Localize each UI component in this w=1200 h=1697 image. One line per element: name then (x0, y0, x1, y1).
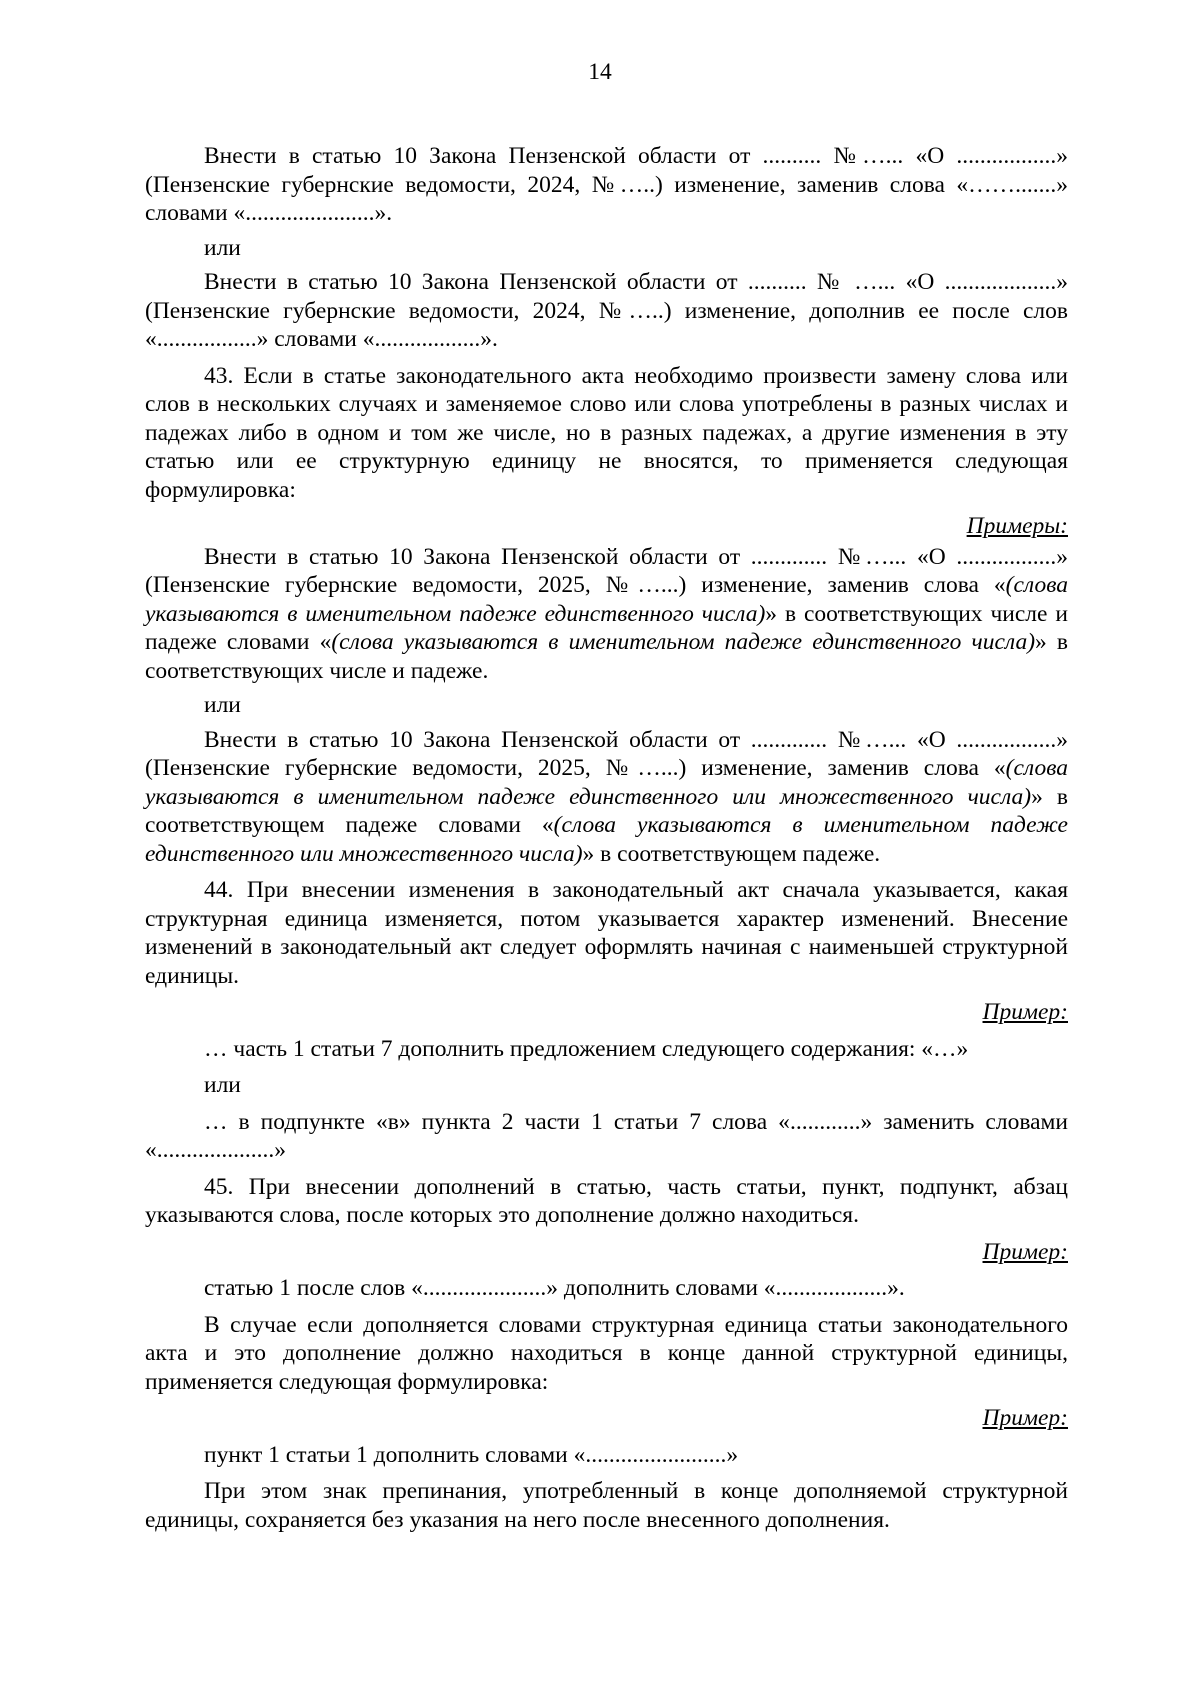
or-separator: или (204, 692, 241, 718)
example-44-subpoint: … в подпункте «в» пункта 2 части 1 статьи 7 слова «............» заменить словами «....................» (145, 1108, 1068, 1163)
examples-heading: Примеры: (966, 513, 1068, 539)
amendment-example-replace-2024: Внести в статью 10 Закона Пензенской области от .......... №…... «О .................» (Пензенские губернские ведомости, 2024, №…..) изменение, заменив слова «…….......» словами «......................». (145, 143, 1068, 226)
item-44: 44. При внесении изменения в законодательный акт сначала указывается, какая структурная единица изменяется, потом указывается характер изменений. Внесение изменений в законодательный акт следует оформлять начиная с наименьшей структурной единицы. (145, 877, 1068, 989)
example-43-singular: Внести в статью 10 Закона Пензенской области от ............. №…... «О .................» (Пензенские губернские ведомости, 2025, №…...) изменение, заменив слова «(слова указываются в именительном падеже единственного числа)» в соответствующих числе и падеже словами «(слова указываются в именительном падеже единственного числа)» в соответствующих числе и падеже. (145, 543, 1068, 684)
example-heading: Пример: (982, 1405, 1068, 1431)
paragraph-punctuation: При этом знак препинания, употребленный в конце дополняемой структурной единицы, сохраняется без указания на него после внесенного дополнения. (145, 1478, 1068, 1533)
page-number: 14 (588, 59, 612, 85)
or-separator: или (204, 234, 241, 261)
item-43: 43. Если в статье законодательного акта необходимо произвести замену слова или слов в нескольких случаях и заменяемое слово или слова употреблены в разных числах и падежах либо в одном и том же числе, но в разных падежах, а другие изменения в эту статью или ее структурную единицу не вносятся, то применяется следующая формулировка: (145, 362, 1068, 503)
item-45: 45. При внесении дополнений в статью, часть статьи, пункт, подпункт, абзац указываются слова, после которых это дополнение должно находиться. (145, 1173, 1068, 1228)
example-44-part: … часть 1 статьи 7 дополнить предложением следующего содержания: «…» (204, 1035, 969, 1062)
example-heading: Пример: (982, 999, 1068, 1025)
example-43-plural: Внести в статью 10 Закона Пензенской области от ............. №…... «О .................» (Пензенские губернские ведомости, 2025, №…...) изменение, заменив слова «(слова указываются в именительном падеже единственного или множественного числа)» в соответствующем падеже словами «(слова указываются в именительном падеже единственного или множественного числа)» в соответствующем падеже. (145, 726, 1068, 867)
or-separator: или (204, 1072, 241, 1098)
example-end-supplement: пункт 1 статьи 1 дополнить словами «........................» (204, 1441, 739, 1468)
example-45: статью 1 после слов «.....................» дополнить словами «...................». (204, 1275, 905, 1301)
document-body (145, 142, 1068, 1534)
paragraph-end-supplement: В случае если дополняется словами структурная единица статьи законодательного акта и это дополнение должно находиться в конце данной структурной единицы, применяется следующая формулировка: (145, 1311, 1068, 1395)
example-heading: Пример: (982, 1238, 1068, 1265)
amendment-example-supplement-2024: Внести в статью 10 Закона Пензенской области от .......... № …... «О ...................» (Пензенские губернские ведомости, 2024, №…..) изменение, дополнив ее после слов «.................» словами «..................». (145, 269, 1068, 352)
